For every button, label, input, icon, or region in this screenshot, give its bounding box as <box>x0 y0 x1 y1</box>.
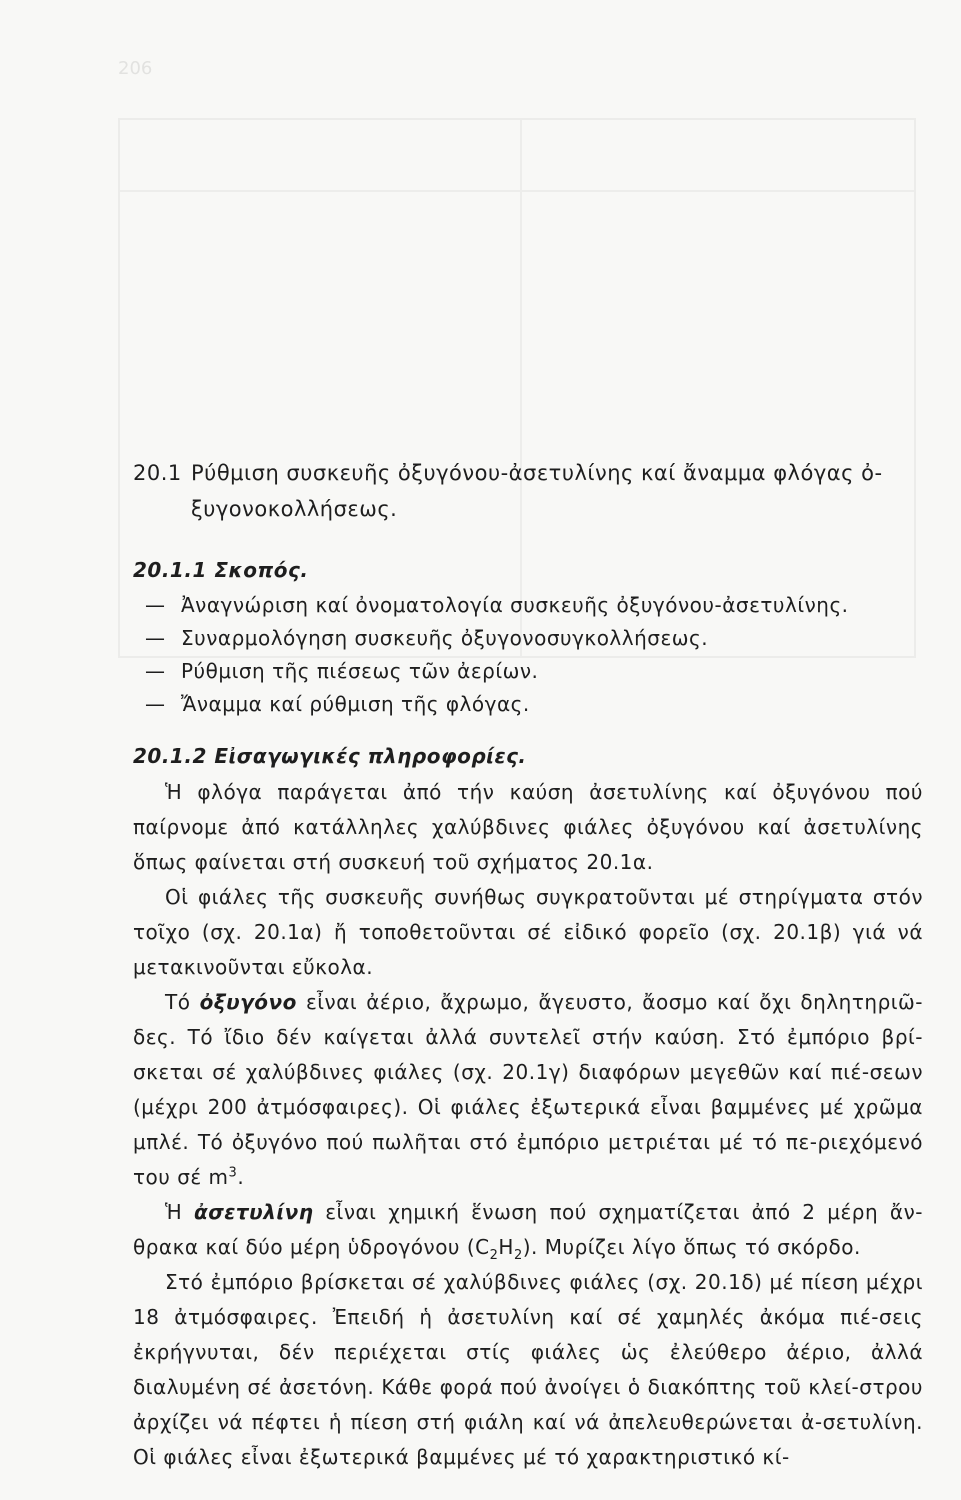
list-item: — Ἀναγνώριση καί ὀνοματολογία συσκευῆς ὀξυγόνου-ἀσετυλίνης. <box>145 593 849 617</box>
list-item-text: Ρύθμιση τῆς πιέσεως τῶν ἀερίων. <box>181 659 539 683</box>
intro-heading: 20.1.2 Εἰσαγωγικές πληροφορίες. <box>133 744 527 768</box>
purpose-list <box>133 589 923 721</box>
list-item-text: Συναρμολόγηση συσκευῆς ὀξυγονοσυγκολλήσεως. <box>181 626 709 650</box>
paragraph-cylinders: Οἱ φιάλες τῆς συσκευῆς συνήθως συγκρατοῦνται μέ στηρίγματα στόν τοῖχο (σχ. 20.1α) ἤ τοποθετοῦνται σέ εἰδικό φορεῖο (σχ. 20.1β) γιά νά μετακινοῦνται εὔκολα. <box>133 885 923 979</box>
page-number-ghost: 206 <box>118 58 153 79</box>
document-body <box>133 455 923 1475</box>
section-title: Ρύθμιση συσκευῆς ὀξυγόνου-ἀσετυλίνης καί ἄναμμα φλόγας ὀ-ξυγονοκολλήσεως. <box>191 461 883 521</box>
paragraph-flame: Ἡ φλόγα παράγεται ἀπό τήν καύση ἀσετυλίνης καί ὀξυγόνου πού παίρνομε ἀπό κατάλληλες χαλύβδινες φιάλες ὀξυγόνου καί ἀσετυλίνης ὅπως φαίνεται στή συσκευή τοῦ σχήματος 20.1α. <box>133 780 923 874</box>
list-item-text: Ἀναγνώριση καί ὀνοματολογία συσκευῆς ὀξυγόνου-ἀσετυλίνης. <box>181 593 849 617</box>
list-item-text: Ἄναμμα καί ρύθμιση τῆς φλόγας. <box>181 692 530 716</box>
paragraph-acetylene-storage: Στό ἐμπόριο βρίσκεται σέ χαλύβδινες φιάλες (σχ. 20.1δ) μέ πίεση μέχρι 18 ἀτμόσφαιρες. Ἐπειδή ἡ ἀσετυλίνη καί σέ χαμηλές ἀκόμα πιέ-σεις ἐκρήγνυται, δέν περιέχεται στίς φιάλες ὡς ἐλεύθερο ἀέριο, ἀλλά διαλυμένη σέ ἀσετόνη. Κάθε φορά πού ἀνοίγει ὁ διακόπτης τοῦ κλεί-στρου ἀρχίζει νά πέφτει ἡ πίεση στή φιάλη καί νά ἀπελευθερώνεται ἀ-σετυλίνη. Οἱ φιάλες εἶναι ἐξωτερικά βαμμένες μέ τό χαρακτηριστικό κί- <box>133 1270 923 1469</box>
section-number: 20.1 <box>133 461 182 485</box>
paragraph-oxygen: Τό ὀξυγόνο εἶναι ἀέριο, ἄχρωμο, ἄγευστο, ἄοσμο καί ὄχι δηλητηριῶ-δες. Τό ἴδιο δέν καίγεται ἀλλά συντελεῖ στήν καύση. Στό ἐμπόριο βρί-σκεται σέ χαλύβδινες φιάλες (σχ. 20.1γ) διαφόρων μεγεθῶν καί πιέ-σεων (μέχρι 200 ἀτμόσφαιρες). Οἱ φιάλες ἐξωτερικά εἶναι βαμμένες μέ χρῶμα μπλέ. Τό ὀξυγόνο πού πωλῆται στό ἐμπόριο μετριέται μέ τό πε-ριεχόμενό του σέ $m^3$. <box>133 990 924 1189</box>
list-item: — Ρύθμιση τῆς πιέσεως τῶν ἀερίων. <box>145 659 539 683</box>
paragraph-acetylene: Ἡ ἀσετυλίνη εἶναι χημική ἕνωση πού σχηματίζεται ἀπό 2 μέρη ἄν-θρακα καί δύο μέρη ὑδρογόνου $(C_2H_2)$. Μυρίζει λίγο ὅπως τό σκόρδο. <box>133 1200 924 1263</box>
list-item: — Ἄναμμα καί ρύθμιση τῆς φλόγας. <box>145 692 530 716</box>
term-acetylene: ἀσετυλίνη <box>193 1200 314 1224</box>
section-heading <box>133 455 923 527</box>
list-item: — Συναρμολόγηση συσκευῆς ὀξυγονοσυγκολλήσεως. <box>145 626 709 650</box>
ghost-table-header <box>120 120 914 192</box>
term-oxygen: ὀξυγόνο <box>199 990 297 1014</box>
purpose-heading: 20.1.1 Σκοπός. <box>133 558 309 582</box>
